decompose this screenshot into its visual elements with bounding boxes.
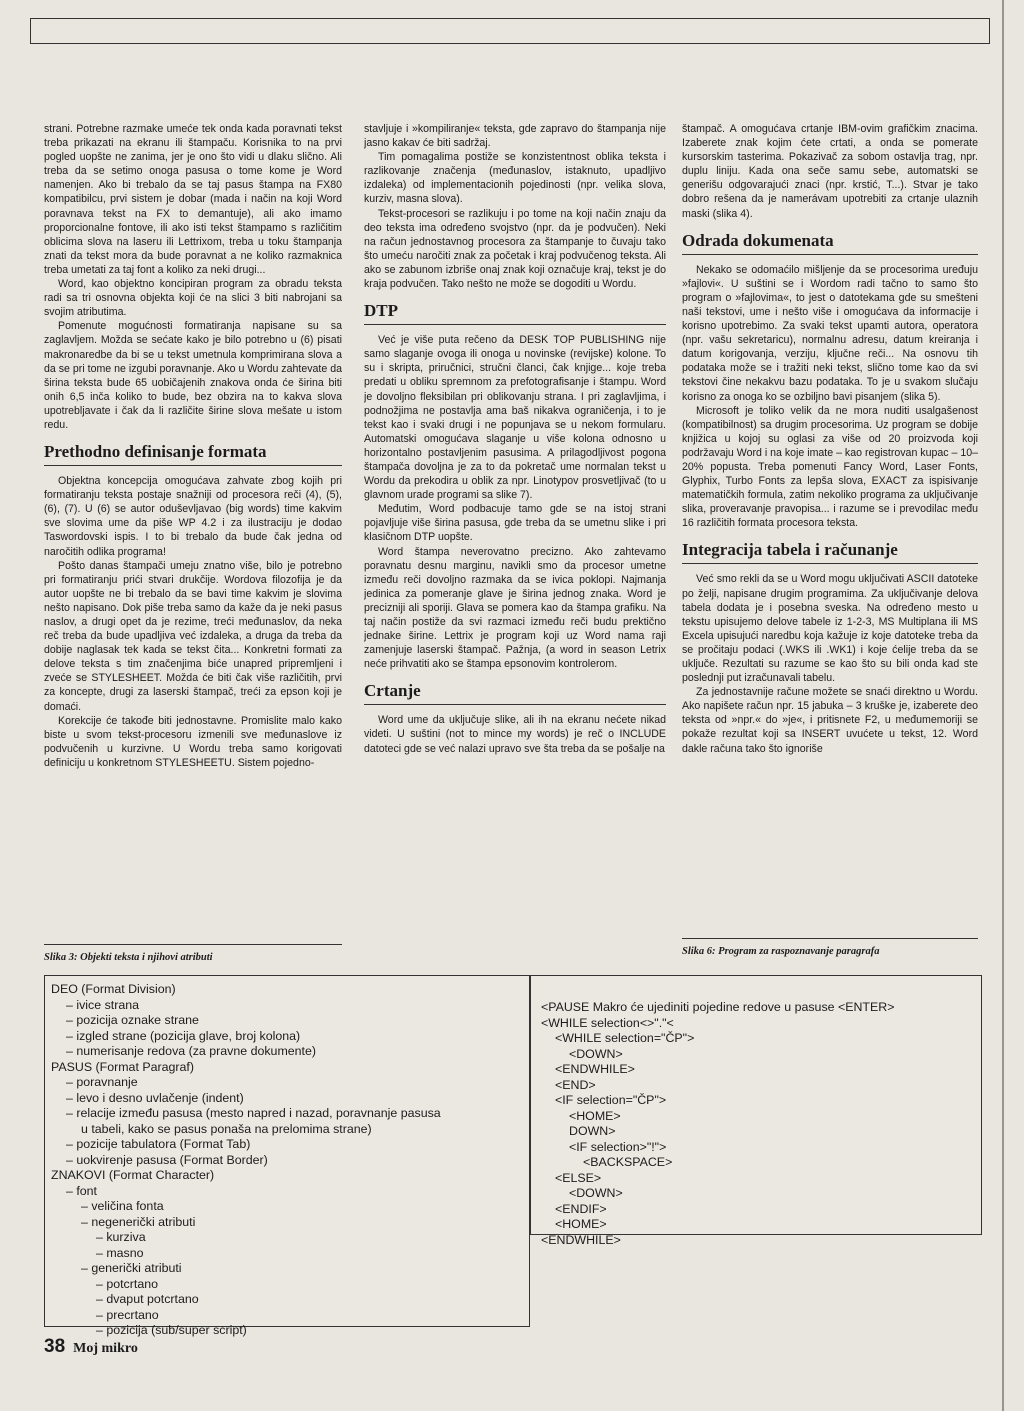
heading-integracija: Integracija tabela i računanje bbox=[682, 540, 978, 564]
col3-text bbox=[682, 122, 978, 221]
macro-line: <HOME> bbox=[555, 1217, 607, 1231]
paragraph: Objektna koncepcija omogućava zahvate zbog kojih pri formatiranju teksta postaje snažniji od procesora reči (4), (5), (6), (7). U (6) se autor oduševljavao (big words) time kakvim sve slovima ume da piše WP 4.2 i za ilustraciju je dodao Taswordovski ispis. I to bi trebalo da bude čak jedna od naročitih odlika programa! bbox=[44, 475, 342, 558]
list-item: – pozicija oznake strane bbox=[66, 1013, 199, 1027]
list-item: u tabeli, kako se pasus ponaša na prelomima strane) bbox=[81, 1121, 372, 1136]
macro-line: <IF selection>"!"> bbox=[569, 1139, 667, 1154]
list-item: – dvaput potcrtano bbox=[96, 1292, 199, 1306]
object-attributes-box bbox=[44, 975, 530, 1337]
paragraph: Tekst-procesori se razlikuju i po tome na koji način znaju da deo teksta ima određeno svojstvo (npr. da je podvučen). Neki na račun jednostavnog procesora za štampanje to čuvaju tako što umeću naročiti znak za početak i kraj podvučenog teksta. Ali ako se zabunom izbriše onaj znak koji označuje kraj, tekst je do kraja podvučen. Tako nešto ne može se dogoditi u Wordu. bbox=[364, 207, 666, 291]
macro-line: <ENDWHILE> bbox=[541, 1232, 621, 1247]
macro-line: <HOME> bbox=[569, 1108, 621, 1123]
list-item: – generički atributi bbox=[81, 1261, 182, 1275]
macro-line: <IF selection="ČP"> bbox=[555, 1093, 667, 1107]
paragraph: štampač. A omogućava crtanje IBM-ovim grafičkim znacima. Izaberete znak kojim ćete crtati, a onda se pomerate kursorskim tasterima. Pokazivač za sobom ostavlja trag, npr. duplu liniju. Kada ona seče samu sebe, automatski se generišu odgovarajući znaci (npr. krstić, T...). Stvar je tako dobro rešena da je namerávam upotrebiti za crtanje ulaznih maski (slika 4). bbox=[682, 123, 978, 220]
macro-line: <ENDIF> bbox=[555, 1201, 607, 1216]
list-item: – relacije između pasusa (mesto napred i nazad, poravnanje pasusa bbox=[66, 1106, 441, 1120]
macro-line: <ELSE> bbox=[555, 1170, 602, 1185]
list-item: – poravnanje bbox=[66, 1075, 138, 1089]
paragraph: Već smo rekli da se u Word mogu uključivati ASCII datoteke po želji, napisane drugim programima. Za uključivanje delova tabela dodata je i posebna sveska. Na određeno mesto u tekstu upisujemo delove tabele iz 1-2-3, MS Multiplana ili MS Excela upisujući naredbu koja kažuje iz koje datoteke treba da se pročitaju podaci (.WKS ili .WK1) i koje ćelije treba da se uključe. Rezultati su razume se kao što su bili onda kad ste poslednji put izračunavali tabelu. bbox=[682, 573, 978, 685]
list-item: PASUS (Format Paragraf) bbox=[51, 1059, 194, 1074]
col1-text-b bbox=[44, 474, 342, 770]
list-item: – font bbox=[66, 1183, 98, 1198]
list-item: – masno bbox=[96, 1245, 144, 1260]
heading-prethodno: Prethodno definisanje formata bbox=[44, 442, 342, 466]
col2-text-c bbox=[364, 713, 666, 755]
paragraph: stavljuje i »kompiliranje« teksta, gde zapravo do štampanja nije jasno kakav će biti sadržaj. bbox=[364, 123, 666, 150]
macro-listing bbox=[531, 976, 981, 1248]
column-1 bbox=[44, 122, 342, 944]
paragraph: Tim pomagalima postiže se konzistentnost oblika teksta i razlikovanje značenja (međunaslov, istaknuto, upadljivo izdaleka) od implementacionih pojedinosti (npr. velika slova, kurziv, masna slova). bbox=[364, 151, 666, 206]
list-item: – numerisanje redova (za pravne dokumente) bbox=[66, 1044, 317, 1058]
paragraph: strani. Potrebne razmake umeće tek onda kada poravnati tekst treba prikazati na ekranu ili štampaču. Korisnika to na prvi pogled uopšte ne zanima, jer je ono što vidi u dlaku slično. Ali treba da se setimo onoga pasusa o tome kome je Word namenjen. Ako bi trebalo da se taj pasus štampa na FX80 kompatibilcu, prvi sistem je dobar (mada i način na koji Word poravnava tekst na FX to demantuje), ali ako imamo proporcionalne fontove, ili ako isti tekst štampamo s različitim oblicima slova na laseru ili Lettrixom, treba u toku štampanja znati da tekst mora da bude poravnat a ne koliko razmaknica treba umetati za taj font a koliko za neki drugi... bbox=[44, 123, 342, 276]
paragraph: Za jednostavnije račune možete se snaći direktno u Wordu. Ako napišete račun npr. 15 jabuka – 3 kruške je, izaberete deo teksta od »npr.« do »je«, i pritisnete F2, u međumemoriji se pokaže rezultat koji sa INSERT uvućete u tekst, 12. Word dakle računa tako što ignoriše bbox=[682, 686, 978, 755]
figure-caption-6: Slika 6: Program za raspoznavanje paragrafa bbox=[682, 938, 978, 958]
macro-line: <DOWN> bbox=[569, 1186, 623, 1200]
list-item: – precrtano bbox=[96, 1307, 159, 1322]
col2-text-b bbox=[364, 333, 666, 671]
macro-line: <END> bbox=[555, 1077, 596, 1092]
column-3 bbox=[682, 122, 978, 944]
column-2 bbox=[364, 122, 666, 944]
list-item: – veličina fonta bbox=[81, 1199, 164, 1213]
paragraph: Pomenute mogućnosti formatiranja napisane su sa zaglavljem. Možda se sećate kako je bilo potrebno u (6) pisati makronaredbe da bi se u tekst umetnula komprimirana slova a da se pri tome ne izgubi poravnanje. Ako u Wordu zahtevate da širina teksta bude 65 uobičajenih znakova onda će širina biti onih 6,5 inča koliko to bude, bez obzira na to kakva slova upotrebljavate i čak da li različite širine slova mešate u istom redu. bbox=[44, 320, 342, 431]
list-item: – negenerički atributi bbox=[81, 1214, 196, 1229]
col3-text-b bbox=[682, 263, 978, 531]
list-item: – potcrtano bbox=[96, 1276, 158, 1291]
paragraph: Word, kao objektno koncipiran program za obradu teksta radi sa tri osnovna objekta koji će na slici 3 biti nabrojani sa svojim atributima. bbox=[44, 278, 342, 319]
macro-line: <BACKSPACE> bbox=[583, 1155, 673, 1169]
page-fold bbox=[1002, 0, 1004, 1411]
figure-caption-3: Slika 3: Objekti teksta i njihovi atributi bbox=[44, 944, 342, 964]
list-item: – pozicija (sub/super script) bbox=[96, 1323, 247, 1337]
macro-line: <PAUSE Makro će ujediniti pojedine redove u pasuse <ENTER> bbox=[541, 1000, 895, 1014]
list-item: – izgled strane (pozicija glave, broj kolona) bbox=[66, 1028, 301, 1043]
list-item: – pozicije tabulatora (Format Tab) bbox=[66, 1137, 251, 1151]
magazine-name: Moj mikro bbox=[73, 1341, 138, 1356]
paragraph: Korekcije će takođe biti jednostavne. Promislite malo kako biste u svom tekst-procesoru izmenili sve međunaslove iz podvučenih u kurzivne. U Wordu treba samo korigovati definiciju u konkretnom STYLESHEETU. Sistem pojedno- bbox=[44, 714, 342, 769]
paragraph: Microsoft je toliko velik da ne mora nuditi usalgašenost (kompatibilnost) sa drugim procesorima. Uz program se dobije knjižica u kojoj su oglasi za više od 20 proizvoda koji podržavaju Word i na koje imate – kao registrovan kupac – 10–20% popusta. Treba pomenuti Fancy Word, Laser Fonts, Glyphix, Turbo Fonts za lepša slova, EXACT za ispisivanje matematičkih formula, zatim nekoliko programa za uključivanje slika, proveravanje pravopisa... i razume se i prevodilac među 16 različitih formata procesora teksta. bbox=[682, 404, 978, 530]
macro-box bbox=[530, 975, 982, 1247]
heading-crtanje: Crtanje bbox=[364, 681, 666, 705]
col2-text bbox=[364, 122, 666, 291]
list-item: – ivice strana bbox=[66, 997, 140, 1012]
object-attributes-list bbox=[45, 976, 529, 1339]
list-item: – kurziva bbox=[96, 1230, 146, 1244]
list-item: ZNAKOVI (Format Character) bbox=[51, 1168, 215, 1182]
heading-dtp: DTP bbox=[364, 301, 666, 325]
heading-odrada: Odrada dokumenata bbox=[682, 231, 978, 255]
paragraph: Word ume da uključuje slike, ali ih na ekranu nećete nikad videti. U suštini (not to mince my words) je reč o INCLUDE datoteci gde se već nalazi upravo sve šta treba da se pošalje na bbox=[364, 714, 666, 755]
macro-line: <WHILE selection="ČP"> bbox=[555, 1031, 695, 1045]
paragraph: Već je više puta rečeno da DESK TOP PUBLISHING nije samo slaganje ovoga ili onoga u novinske (revijske) kolone. To su i skripta, priručnici, stručni članci, čak knjige... koje treba predati u obliku spremnom za prefotografisanje i štampu. Word je dovoljno fleksibilan pri oblikovanju strana. I pri zaglavljima, i podnožjima ne postavlja ama baš nikakva ograničenja, i to je tekst kao i svaki drugi i ne popunjava se u nekom formularu. Automatski omogućava slaganje u više kolona odnosno u horizontalno postavljenim pasusima. A prilagodljivost pogona štampača dovoljna je za to da pokretač ume normalan tekst u Wordu da prekodira u oblik za npr. Linotypov prosvetljivač (to u glavnom urade programi sa slike 7). bbox=[364, 334, 666, 502]
macro-line: <WHILE selection<>"."< bbox=[541, 1015, 674, 1030]
list-item: – levo i desno uvlačenje (indent) bbox=[66, 1090, 244, 1105]
macro-line: <ENDWHILE> bbox=[555, 1062, 635, 1076]
page-footer bbox=[44, 1336, 138, 1358]
paragraph: Pošto danas štampači umeju znatno više, bilo je potrebno pri formatiranju prići stvari drukčije. Wordova filozofija je da autor uopšte ne bi trebalo da se bavi time kakvim je slovima nešto napisano. Dok piše treba samo da kaže da je neki pasus naslov, a drugi opet da je rezime, treći međunaslov, da neka reč treba da bude upadljiva već izdaleka, a druga da treba da dobije naglasak tek kada se tekst čita... Konkretni formati za delove teksta s tim značenjima biće unapred pripremljeni i zveće se STYLESHEET. Možda će biti čak više različitih, prvi za koncepte, drugi za laserski štampač, treći za epson koji je domaći. bbox=[44, 559, 342, 713]
page-number: 38 bbox=[44, 1336, 66, 1357]
col3-text-c bbox=[682, 572, 978, 755]
macro-line: DOWN> bbox=[569, 1124, 616, 1138]
paragraph: Word štampa neverovatno precizno. Ako zahtevamo poravnatu desnu marginu, navikli smo da procesor umetne između reči dovoljno razmaka da se ivica poklopi. Najmanja jedinica za pomeranje glave je širina jednog znaka. Word je precizniji ali sporiji. Glava se pomera kao da štampa grafiku. Na taj način postiže da svi razmaci između reči budu prektično jednake širine. Lettrix je program koji uz Word nama raji zamenjuje laserski štampač. Pažnja, (a word in season Letrix neće prihvatiti ako se štampa epsonovim kontrolerom. bbox=[364, 545, 666, 671]
col1-text bbox=[44, 122, 342, 432]
paragraph: Nekako se odomaćilo mišljenje da se procesorima uređuju »fajlovi«. U suštini se i Wordom radi tačno to samo što program o »fajlovima«, to jest o datotekama gde su smešteni naši tekstovi, ume i nešto više i omogućava da informacije i korisno upotrebimo. Za svaki tekst upamti autora, operatora (npr. vašu sekretaricu), normalnu adresu, datum kreiranja i datum korigovanja, verziju, ključne reči... Na osnovu tih podataka može se i tražiti neki tekst, slično tome kao da svi tekstovi čine nekakvu bazu podataka. To je u svakom slučaju korisno za onoga ko se ozbiljno bavi pisanjem (slika 5). bbox=[682, 263, 978, 403]
header-frame bbox=[30, 18, 990, 44]
list-item: DEO (Format Division) bbox=[51, 982, 176, 996]
list-item: – uokvirenje pasusa (Format Border) bbox=[66, 1152, 268, 1167]
paragraph: Međutim, Word podbacuje tamo gde se na istoj strani pojavljuje više širina pasusa, gde treba da se umetnu slike i pri klasičnom DTP uopšte. bbox=[364, 503, 666, 544]
macro-line: <DOWN> bbox=[569, 1046, 623, 1061]
